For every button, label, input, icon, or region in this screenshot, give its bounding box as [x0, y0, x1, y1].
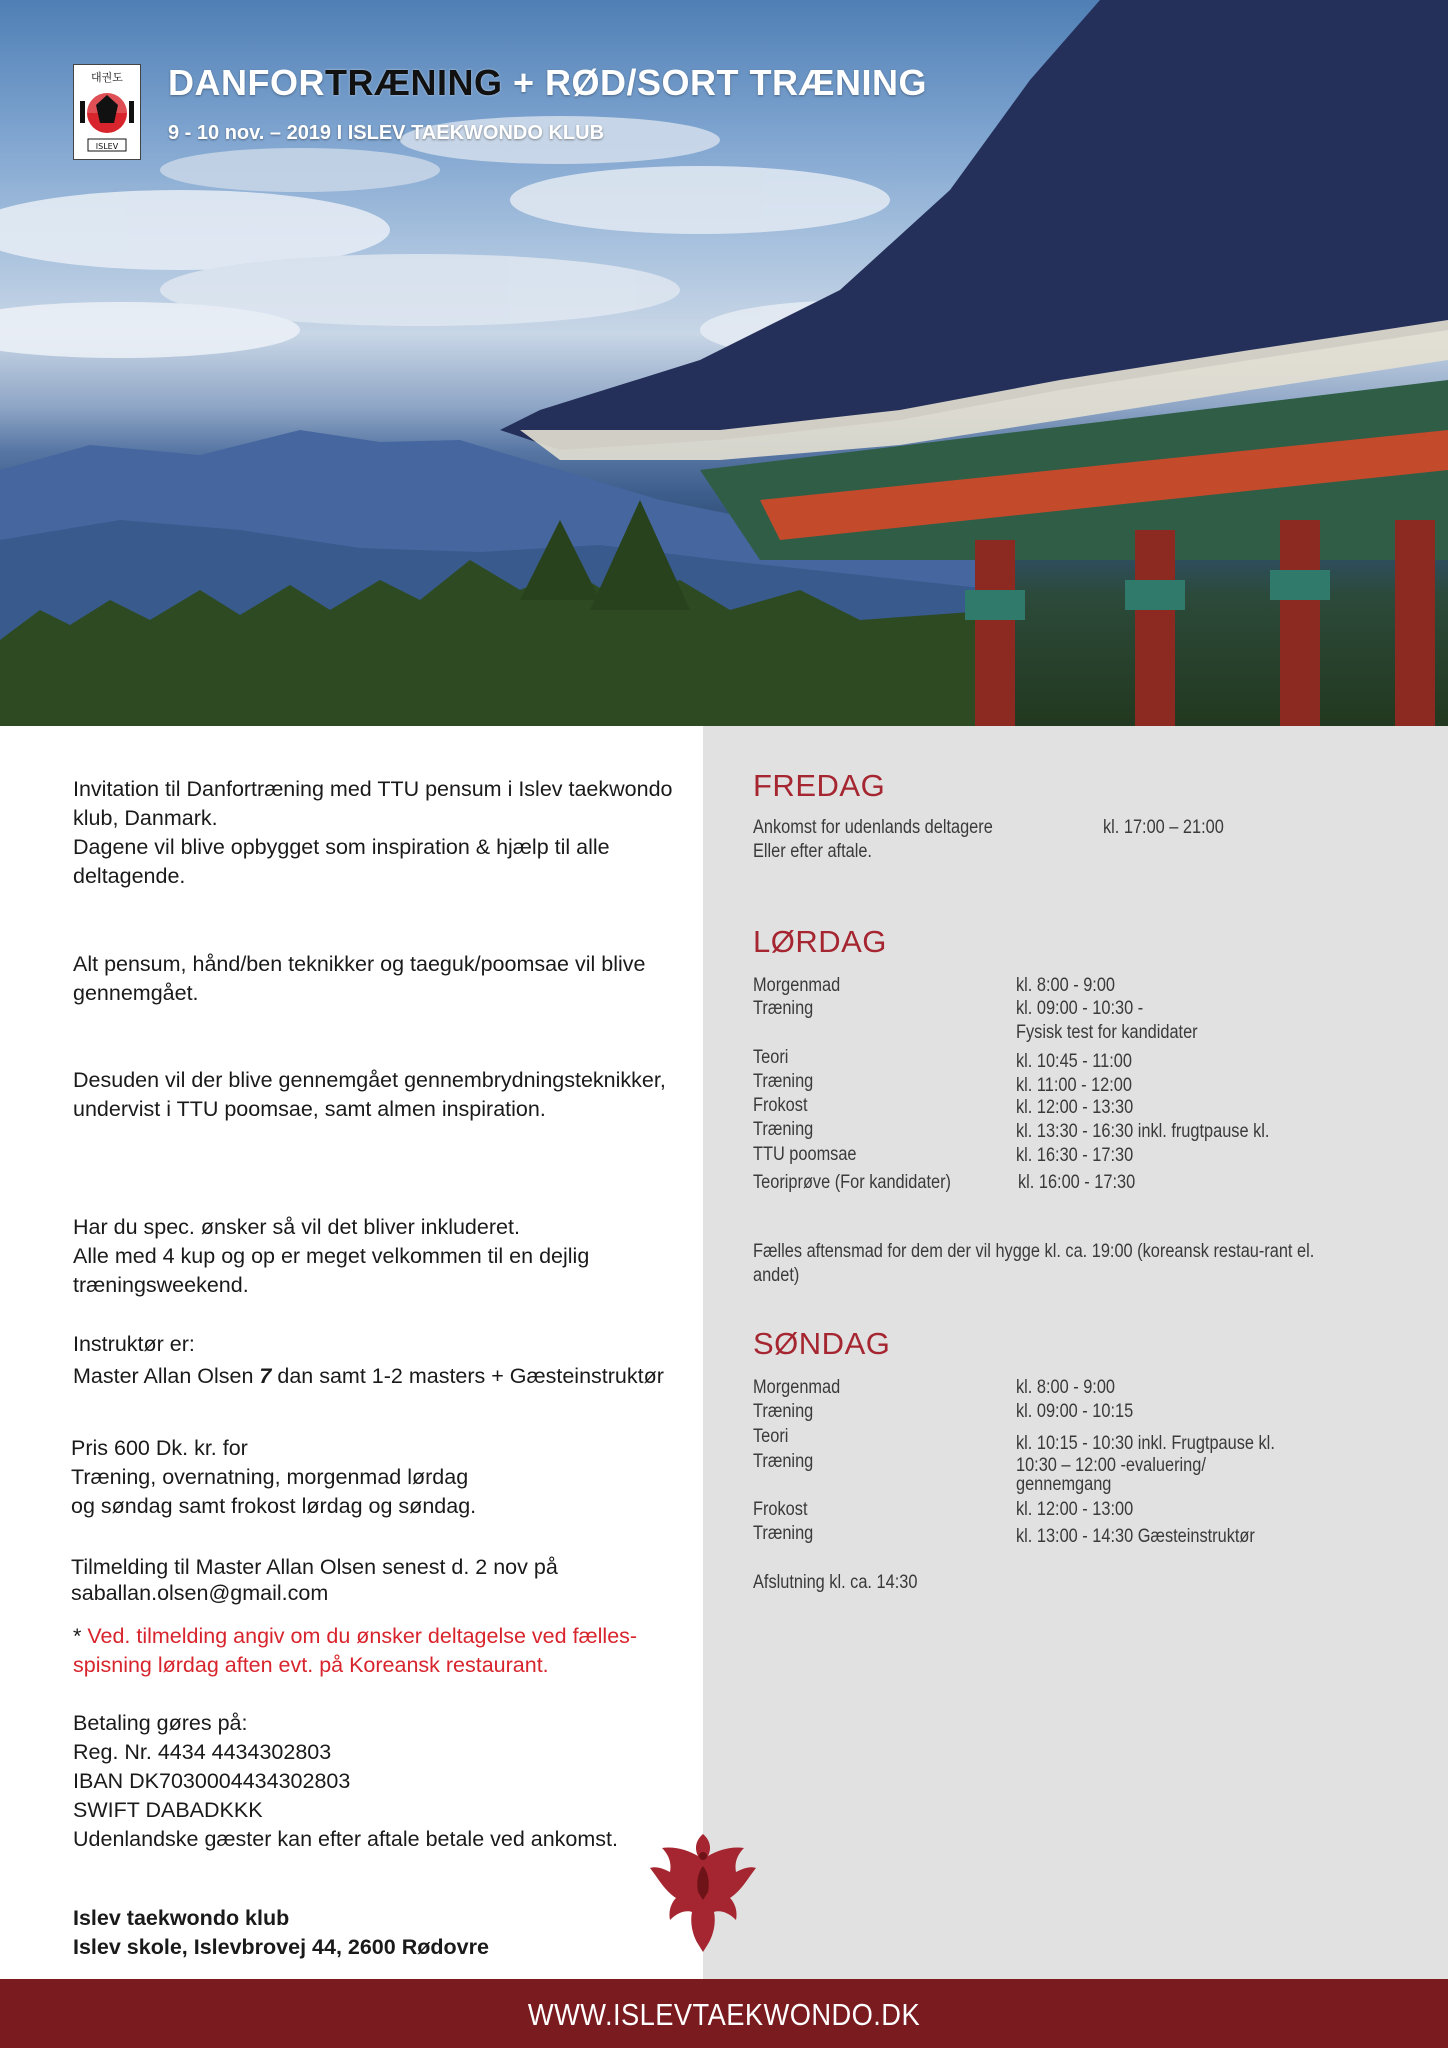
dinner-note: Fælles aftensmad for dem der vil hygge kl. ca. 19:00 (koreansk restau-rant el. andet): [753, 1241, 1315, 1286]
page-title: DANFORTRÆNING + RØD/SORT TRÆNING: [168, 62, 928, 103]
heading-sondag: SØNDAG: [753, 1326, 891, 1361]
sondag-time: kl. 12:00 - 13:00: [1016, 1499, 1134, 1520]
lordag-time: kl. 11:00 - 12:00: [1016, 1075, 1132, 1096]
lordag-label: Træning: [753, 998, 814, 1019]
instructor-heading: Instruktør er:: [73, 1332, 195, 1356]
signup-text: Tilmelding til Master Allan Olsen senest d. 2 nov på saballan.olsen@gmail.com: [71, 1555, 558, 1605]
lordag-time: kl. 09:00 - 10:30 -: [1016, 998, 1144, 1019]
sondag-label: Morgenmad: [753, 1377, 841, 1398]
payment-details: Betaling gøres på: Reg. Nr. 4434 4434302803 IBAN DK7030004434302803 SWIFT DABADKKK Udenlandske gæster kan efter aftale betale ved ankomst.: [73, 1711, 618, 1851]
sondag-time: 10:30 – 12:00 -evaluering/: [1016, 1455, 1206, 1476]
sondag-time: kl. 8:00 - 9:00: [1016, 1377, 1116, 1398]
phoenix-icon: [648, 1826, 758, 1956]
footer-bar: [0, 1979, 1448, 2048]
landscape-illustration: [0, 0, 1448, 726]
lordag-time: kl. 10:45 - 11:00: [1016, 1051, 1132, 1072]
techniques-paragraph: Desuden vil der blive gennemgået gennembrydningsteknikker, undervist i TTU poomsae, samt almen inspiration.: [73, 1068, 666, 1121]
sondag-label: Træning: [753, 1523, 814, 1544]
svg-text:대권도: 대권도: [91, 71, 123, 84]
fredag-time: kl. 17:00 – 21:00: [1103, 817, 1224, 838]
lordag-label: Træning: [753, 1071, 814, 1092]
lordag-label: Teoriprøve (For kandidater): [753, 1172, 951, 1193]
lordag-label: Teori: [753, 1047, 789, 1068]
lordag-time: kl. 13:30 - 16:30 inkl. frugtpause kl.: [1016, 1121, 1270, 1142]
club-address: Islev taekwondo klub Islev skole, Islevbrovej 44, 2600 Rødovre: [73, 1906, 489, 1959]
curriculum-paragraph: Alt pensum, hånd/ben teknikker og taeguk/poomsae vil blive gennemgået.: [73, 952, 646, 1005]
sondag-label: Træning: [753, 1451, 814, 1472]
event-subtitle: 9 - 10 nov. – 2019 I ISLEV TAEKWONDO KLUB: [168, 122, 605, 144]
instructor-text: Master Allan Olsen 7 dan samt 1-2 masters + Gæsteinstruktør: [73, 1364, 664, 1388]
price-text: Pris 600 Dk. kr. for Træning, overnatning, morgenmad lørdag og søndag samt frokost lørdag og søndag.: [71, 1436, 477, 1518]
sondag-time: gennemgang: [1016, 1474, 1112, 1495]
wishes-paragraph: Har du spec. ønsker så vil det bliver inkluderet. Alle med 4 kup og op er meget velkommen til en dejlig træningsweekend.: [73, 1215, 590, 1297]
email-link[interactable]: saballan.olsen@gmail.com: [71, 1581, 329, 1605]
sondag-label: Træning: [753, 1401, 814, 1422]
pillar: [975, 540, 1015, 726]
lordag-label: Frokost: [753, 1095, 808, 1116]
pillar: [1395, 520, 1435, 726]
club-logo: [73, 64, 141, 160]
club-emblem-icon: [74, 65, 140, 159]
sondag-time: kl. 10:15 - 10:30 inkl. Frugtpause kl.: [1016, 1433, 1275, 1454]
sondag-label: Frokost: [753, 1499, 808, 1520]
svg-text:ISLEV: ISLEV: [95, 142, 119, 151]
lordag-time: Fysisk test for kandidater: [1016, 1022, 1198, 1043]
heading-fredag: FREDAG: [753, 768, 886, 803]
hero-banner: [0, 0, 1448, 726]
pillar: [1280, 520, 1320, 726]
lordag-time: kl. 16:30 - 17:30: [1016, 1145, 1134, 1166]
lordag-time: kl. 12:00 - 13:30: [1016, 1097, 1134, 1118]
fredag-label: Ankomst for udenlands deltagere: [753, 817, 993, 838]
intro-paragraph: Invitation til Danfortræning med TTU pensum i Islev taekwondo klub, Danmark. Dagene vil blive opbygget som inspiration & hjælp til alle deltagende.: [73, 777, 673, 888]
lordag-label: Træning: [753, 1119, 814, 1140]
heading-lordag: LØRDAG: [753, 924, 887, 959]
closing-note: Afslutning kl. ca. 14:30: [753, 1572, 918, 1593]
lordag-time: kl. 16:00 - 17:30: [1018, 1172, 1136, 1193]
pillar: [1135, 530, 1175, 726]
sondag-time: kl. 09:00 - 10:15: [1016, 1401, 1134, 1422]
website-link[interactable]: WWW.ISLEVTAEKWONDO.DK: [527, 1997, 921, 2032]
sondag-time: kl. 13:00 - 14:30 Gæsteinstruktør: [1016, 1526, 1255, 1547]
fredag-label: Eller efter aftale.: [753, 841, 872, 862]
sondag-label: Teori: [753, 1426, 789, 1447]
lordag-label: TTU poomsae: [753, 1144, 857, 1165]
lordag-time: kl. 8:00 - 9:00: [1016, 975, 1116, 996]
dinner-signup-note: * Ved. tilmelding angiv om du ønsker deltagelse ved fælles-spisning lørdag aften evt. på Koreansk restaurant.: [73, 1624, 638, 1677]
lordag-label: Morgenmad: [753, 975, 841, 996]
